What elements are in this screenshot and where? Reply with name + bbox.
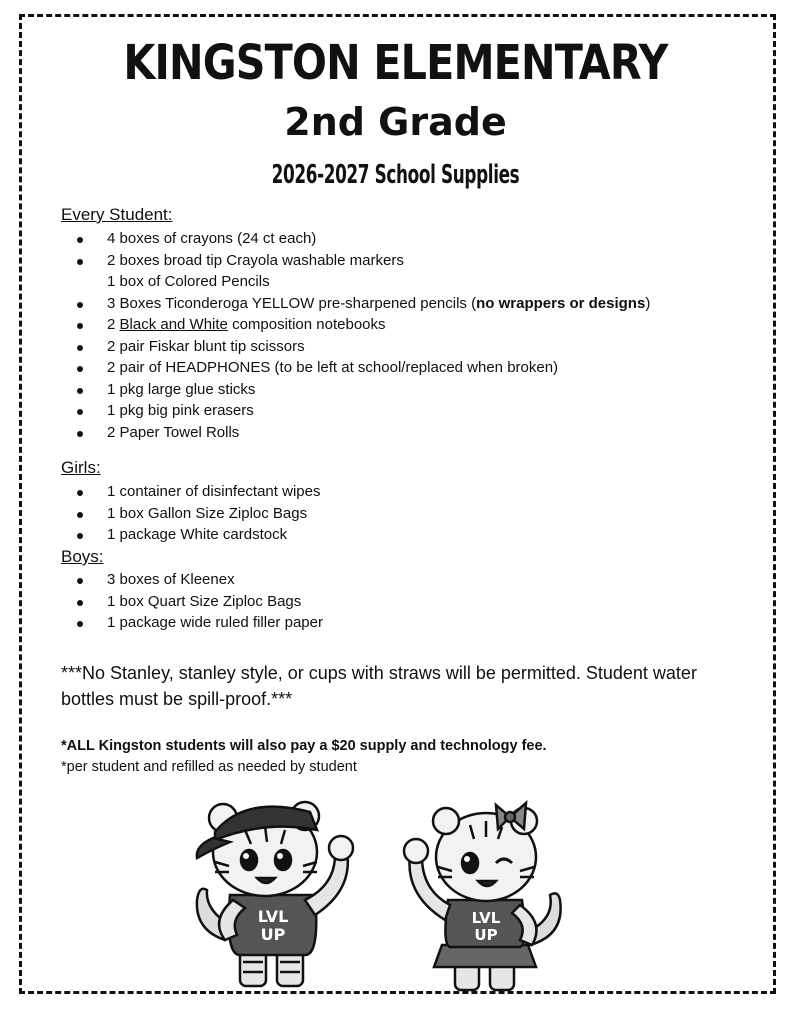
grade-title: 2nd Grade <box>284 100 507 144</box>
list-item-text: 2 Paper Towel Rolls <box>107 423 240 441</box>
list-item-text: 4 boxes of crayons (24 ct each) <box>107 230 317 247</box>
every-student-heading: Every Student: <box>61 205 173 224</box>
year-title: 2026-2027 School Supplies <box>271 160 520 190</box>
list-item <box>61 314 650 336</box>
list-item-text: 1 box of Colored Pencils <box>107 273 270 290</box>
shirt-text-line1: LVL <box>257 907 289 926</box>
list-item <box>61 591 323 613</box>
list-item-text: 2 pair Fiskar blunt tip scissors <box>107 337 305 355</box>
list-item-text: ) <box>645 294 651 312</box>
shirt-text-line1: LVL <box>471 909 501 927</box>
list-item-bold-text: no wrappers or designs <box>476 294 646 312</box>
list-item-underlined-text: Black and White <box>119 316 228 333</box>
girls-list <box>61 481 320 546</box>
list-item-text: 2 <box>107 316 120 333</box>
list-item-text: 1 pkg big pink erasers <box>107 402 254 419</box>
girls-heading: Girls: <box>61 458 101 477</box>
list-item-text: 1 box Gallon Size Ziploc Bags <box>107 504 308 522</box>
list-item <box>61 379 650 401</box>
list-item <box>61 293 650 315</box>
list-item <box>61 524 320 546</box>
shirt-text-line2: UP <box>260 925 286 944</box>
list-item <box>61 503 320 525</box>
boys-list <box>61 569 323 634</box>
list-item <box>61 336 650 358</box>
boys-heading: Boys: <box>61 547 104 566</box>
list-item-text: 1 package White cardstock <box>107 526 288 543</box>
every-student-list <box>61 228 650 443</box>
list-item-text: composition notebooks <box>227 316 386 333</box>
list-item <box>61 250 650 272</box>
list-item <box>61 357 650 379</box>
list-item <box>61 481 320 503</box>
shirt-text-line2: UP <box>474 926 498 944</box>
tiger-boy-mascot-icon <box>185 790 365 990</box>
list-item-text: 1 container of disinfectant wipes <box>107 483 321 500</box>
list-item-text: 1 box Quart Size Ziploc Bags <box>107 592 302 610</box>
list-item-text: 2 boxes broad tip Crayola washable markers <box>107 251 404 269</box>
list-item <box>61 569 323 591</box>
supply-fee-subnote: *per student and refilled as needed by student <box>61 759 357 775</box>
list-item-text: 1 package wide ruled filler paper <box>107 614 323 631</box>
tiger-girl-mascot-icon <box>400 795 575 995</box>
list-item <box>61 400 650 422</box>
list-item <box>61 271 650 293</box>
list-item-text: 2 pair of HEADPHONES (to be left at school/replaced when broken) <box>107 359 559 376</box>
school-title: KINGSTON ELEMENTARY <box>123 35 668 91</box>
list-item <box>61 228 650 250</box>
list-item <box>61 612 323 634</box>
list-item-text: 3 boxes of Kleenex <box>107 571 235 588</box>
cups-policy-note: ***No Stanley, stanley style, or cups with straws will be permitted. Student water bottles must be spill-proof.*** <box>61 663 697 709</box>
list-item-text: 3 Boxes Ticonderoga YELLOW pre-sharpened pencils ( <box>107 294 477 312</box>
list-item-text: 1 pkg large glue sticks <box>107 380 256 398</box>
supply-fee-note: *ALL Kingston students will also pay a $20 supply and technology fee. <box>61 738 547 754</box>
list-item <box>61 422 650 444</box>
